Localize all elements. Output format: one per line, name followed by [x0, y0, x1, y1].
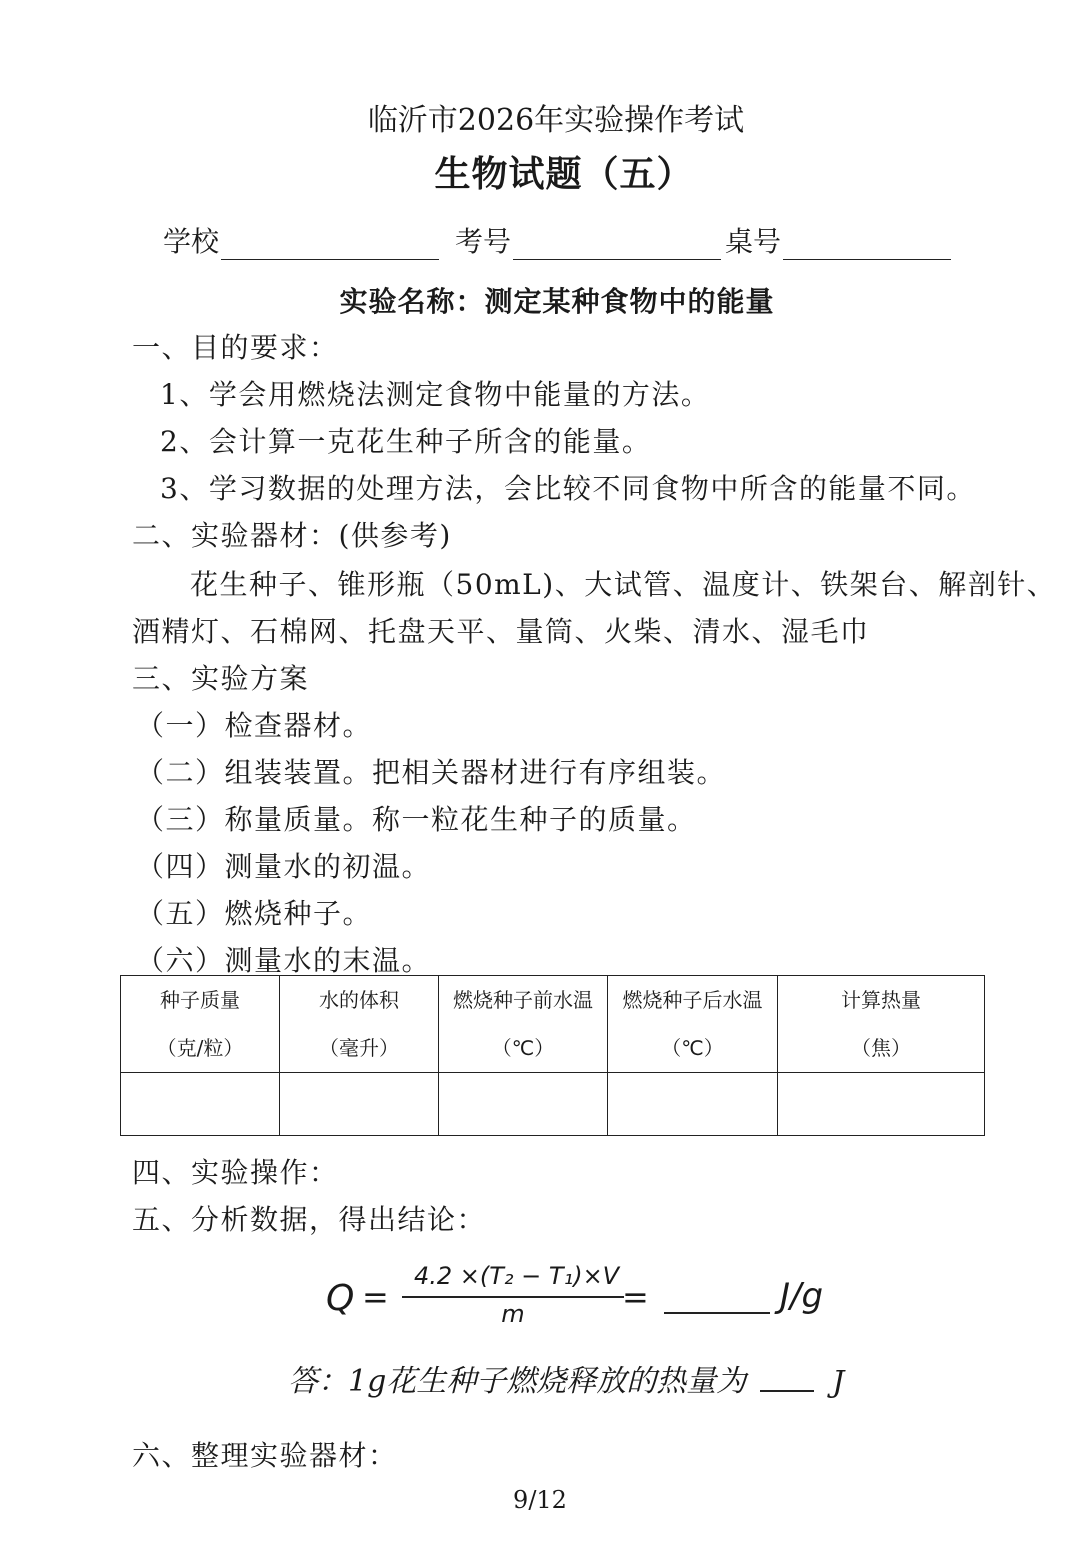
table-row — [121, 1073, 985, 1136]
header-seed-mass: 种子质量 （克/粒） — [121, 976, 280, 1073]
section-3-heading: 三、实验方案 — [132, 662, 310, 695]
section-1-heading: 一、目的要求： — [132, 331, 339, 364]
experiment-name: 实验名称：测定某种食物中的能量 — [339, 285, 775, 318]
answer-text: 答：1g花生种子燃烧释放的热量为 — [288, 1364, 747, 1399]
procedure-step: （六）测量水的末温。 — [136, 944, 432, 977]
data-table — [120, 975, 985, 1136]
school-label: 学校 — [163, 225, 220, 258]
initial-temp-cell[interactable] — [439, 1073, 608, 1136]
procedure-step: （一）检查器材。 — [136, 709, 373, 742]
section-2-heading: 二、实验器材：(供参考) — [132, 519, 452, 552]
formula-unit: J/g — [780, 1276, 824, 1316]
page-number: 9/12 — [513, 1486, 567, 1514]
result-blank[interactable] — [664, 1312, 770, 1314]
formula-lhs: Q — [326, 1278, 355, 1319]
seed-mass-cell[interactable] — [121, 1073, 280, 1136]
answer-blank[interactable] — [760, 1390, 814, 1392]
formula-equals: = — [622, 1278, 649, 1316]
formula-numerator: 4.2 ×(T₂ − T₁)×V — [414, 1262, 620, 1290]
procedure-step: （四）测量水的初温。 — [136, 850, 432, 883]
exam-no-field[interactable] — [513, 229, 721, 260]
student-info-row — [163, 220, 951, 260]
energy-formula — [326, 1262, 846, 1352]
heat-cell[interactable] — [778, 1073, 985, 1136]
answer-unit: J — [832, 1365, 845, 1400]
formula-equals: = — [362, 1278, 389, 1316]
exam-no-label: 考号 — [455, 225, 512, 258]
exam-subtitle: 生物试题（五） — [434, 153, 694, 195]
water-volume-cell[interactable] — [280, 1073, 439, 1136]
header-water-volume: 水的体积 （毫升） — [280, 976, 439, 1073]
desk-no-field[interactable] — [783, 229, 951, 260]
header-final-temp: 燃烧种子后水温 （℃） — [608, 976, 778, 1073]
table-header-row — [121, 976, 985, 1073]
procedure-step: （五）燃烧种子。 — [136, 897, 373, 930]
objective-item: 1、学会用燃烧法测定食物中能量的方法。 — [160, 378, 711, 411]
objective-item: 3、学习数据的处理方法，会比较不同食物中所含的能量不同。 — [160, 472, 976, 505]
section-5-heading: 五、分析数据，得出结论： — [132, 1203, 487, 1236]
section-6-heading: 六、整理实验器材： — [132, 1439, 398, 1472]
exam-title: 临沂市2026年实验操作考试 — [367, 103, 745, 138]
final-temp-cell[interactable] — [608, 1073, 778, 1136]
formula-denominator: m — [501, 1300, 525, 1328]
section-4-heading: 四、实验操作： — [132, 1156, 339, 1189]
equipment-line-1: 花生种子、锥形瓶（50mL)、大试管、温度计、铁架台、解剖针、 — [190, 568, 1057, 601]
fraction-bar — [402, 1296, 624, 1298]
school-field[interactable] — [221, 229, 439, 260]
procedure-step: （二）组装装置。把相关器材进行有序组装。 — [136, 756, 727, 789]
answer-line — [288, 1356, 844, 1400]
header-initial-temp: 燃烧种子前水温 （℃） — [439, 976, 608, 1073]
desk-no-label: 桌号 — [725, 225, 782, 258]
equipment-line-2: 酒精灯、石棉网、托盘天平、量筒、火柴、清水、湿毛巾 — [132, 615, 870, 648]
header-heat: 计算热量 （焦） — [778, 976, 985, 1073]
procedure-step: （三）称量质量。称一粒花生种子的质量。 — [136, 803, 697, 836]
objective-item: 2、会计算一克花生种子所含的能量。 — [160, 425, 652, 458]
